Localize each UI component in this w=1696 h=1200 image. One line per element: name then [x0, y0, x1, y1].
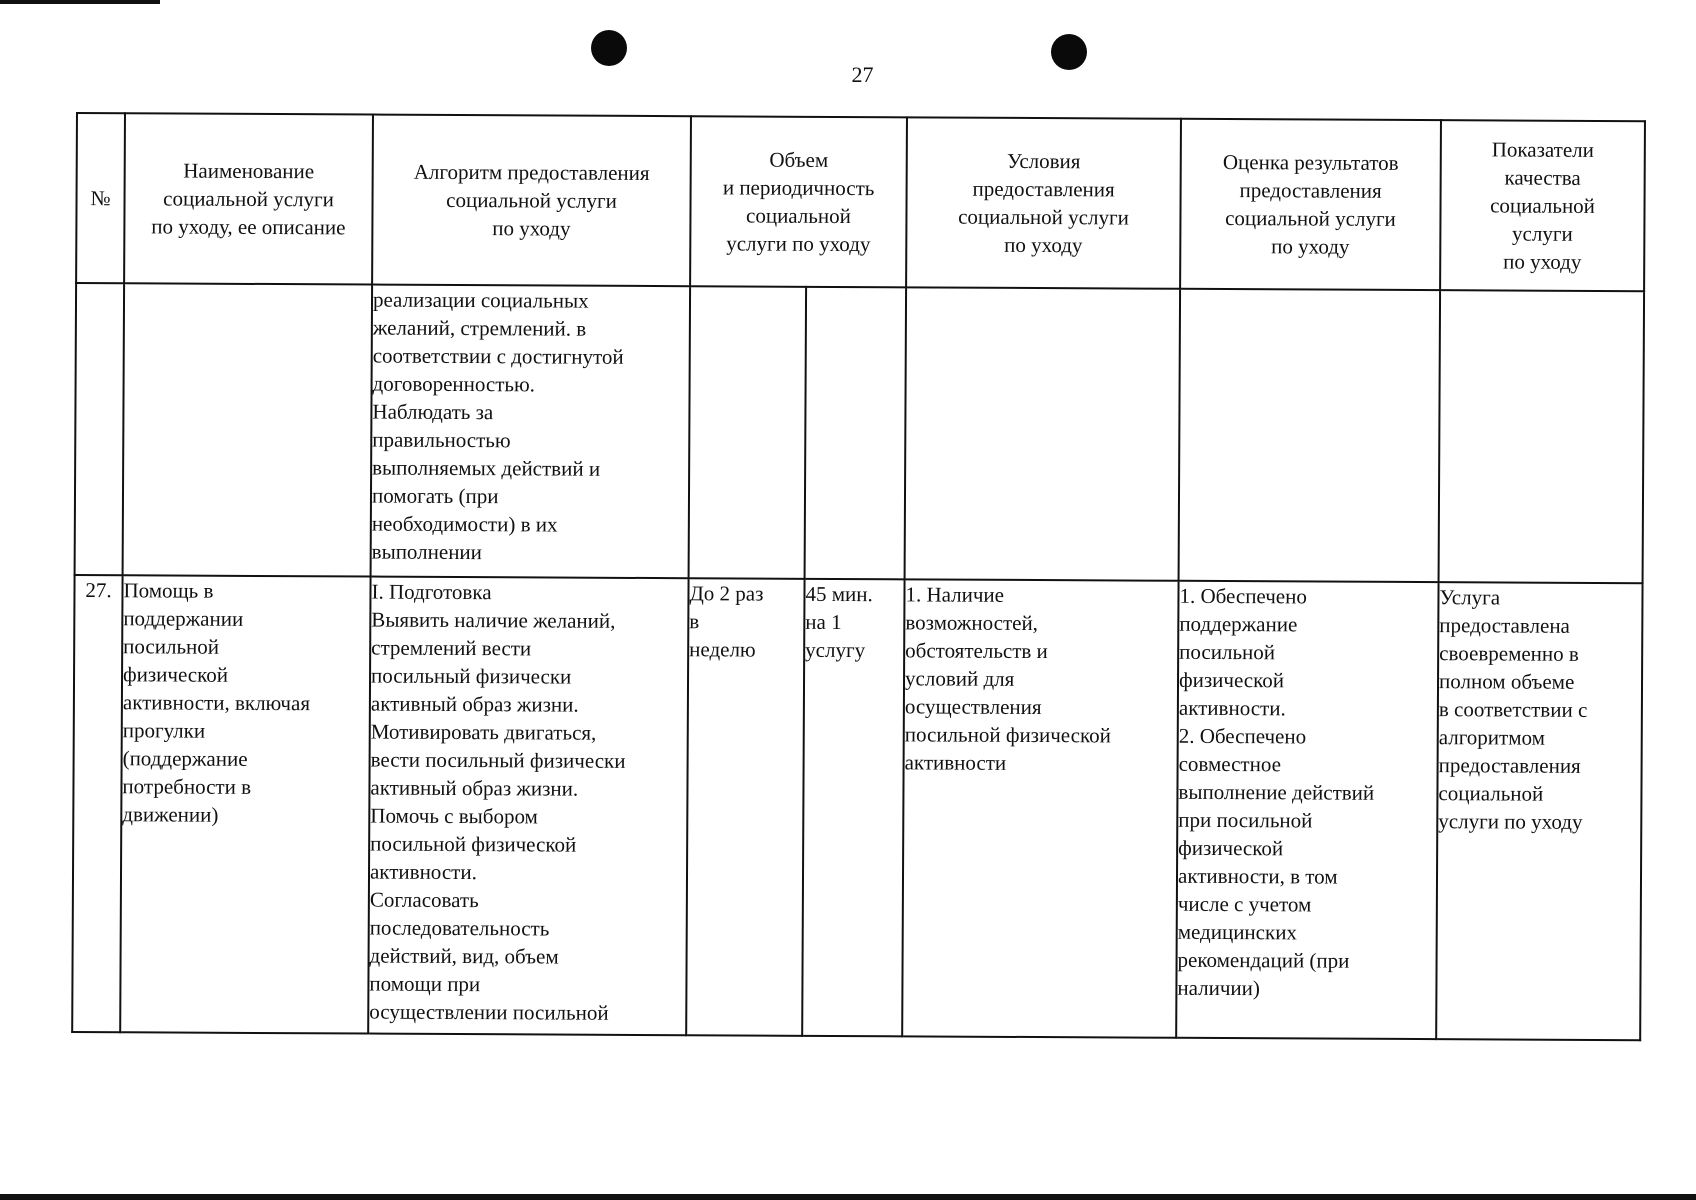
header-volume-frequency: Объем и периодичность социальной услуги по уходу: [690, 116, 907, 287]
cell-duration: 45 мин. на 1 услугу: [802, 579, 904, 1037]
header-number: №: [76, 113, 125, 283]
cell-conditions-empty: [905, 287, 1181, 580]
cell-number: 27.: [72, 575, 122, 1032]
table-header-row: [76, 113, 1645, 291]
cell-quality-empty: [1439, 290, 1645, 583]
cell-quality: Услуга предоставлена своевременно в полном объеме в соответствии с алгоритмом предоставления социальной услуги по уходу: [1436, 582, 1642, 1040]
cell-number-empty: [75, 283, 125, 575]
header-algorithm: Алгоритм предоставления социальной услуги по уходу: [372, 115, 691, 287]
cell-conditions: 1. Наличие возможностей, обстоятельств и условий для осуществления посильной физической активности: [902, 579, 1178, 1037]
scan-bottom-edge: [0, 1194, 1696, 1200]
cell-name-empty: [123, 283, 373, 576]
cell-service-name: Помощь в поддержании посильной физической активности, включая прогулки (поддержание потребности в движении): [120, 575, 370, 1033]
cell-evaluation-empty: [1179, 289, 1441, 582]
cell-algorithm-continuation: реализации социальных желаний, стремлений. в соответствии с достигнутой договоренностью. Наблюдать за правильностью выполняемых действий и помогать (при необходимости) в их выполнении: [371, 285, 691, 579]
table-row-27: [72, 575, 1642, 1040]
social-services-table: [71, 112, 1646, 1041]
cell-evaluation: 1. Обеспечено поддержание посильной физической активности. 2. Обеспечено совместное выполнение действий при посильной физической активности, в том числе с учетом медицинских рекомендаций (при наличии): [1176, 581, 1438, 1039]
header-quality: Показатели качества социальной услуги по уходу: [1440, 120, 1645, 291]
scan-edge-mark: [0, 0, 160, 4]
table-row-continuation: [75, 283, 1645, 583]
punch-hole-left: [591, 30, 627, 66]
header-conditions: Условия предоставления социальной услуги по уходу: [906, 117, 1181, 288]
cell-algorithm: I. Подготовка Выявить наличие желаний, стремлений вести посильный физически активный образ жизни. Мотивировать двигаться, вести посильный физически активный образ жизни. Помочь с выбором посильной физической активности. Согласовать последовательность действий, вид, объем помощи при осуществлении посильной: [368, 577, 688, 1036]
cell-duration-empty: [805, 287, 907, 580]
cell-frequency: До 2 раз в неделю: [686, 578, 804, 1036]
page-number: 27: [851, 62, 874, 87]
cell-frequency-empty: [689, 286, 807, 579]
header-service-name: Наименование социальной услуги по уходу, ее описание: [124, 113, 373, 284]
header-evaluation: Оценка результатов предоставления социальной услуги по уходу: [1180, 119, 1441, 290]
